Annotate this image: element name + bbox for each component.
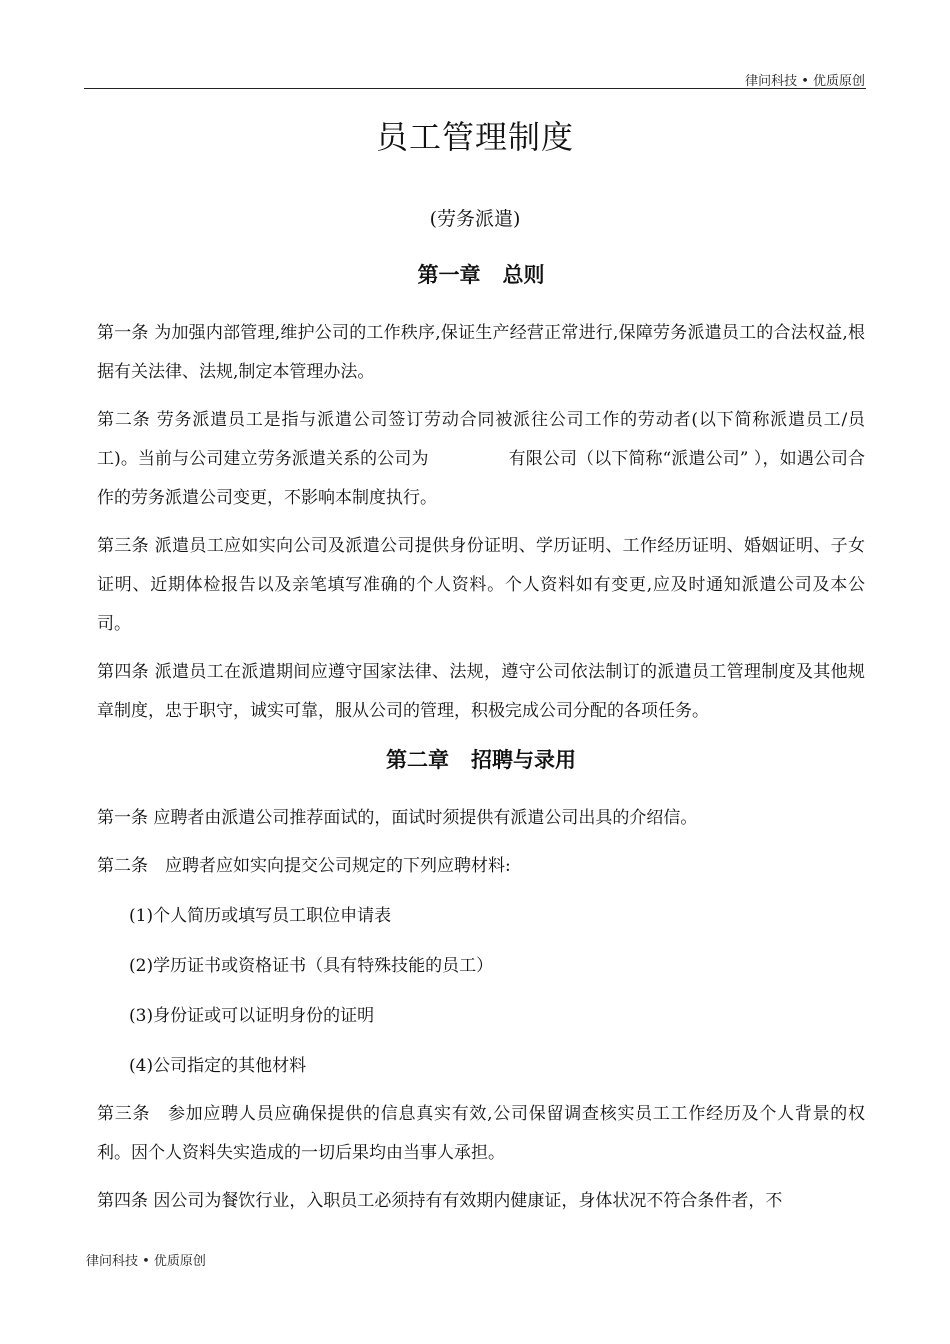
- page-footer-text: 律问科技 • 优质原创: [86, 1254, 206, 1269]
- chapter-2-article-3: 第三条 参加应聘人员应确保提供的信息真实有效,公司保留调查核实员工工作经历及个人背景的权利。因个人资料失实造成的一切后果均由当事人承担。: [97, 1104, 865, 1163]
- chapter-1-article-2: [97, 401, 865, 518]
- chapter-1-article-2-part-a: 第二条 劳务派遣员工是指与派遣公司签订劳动合同被派往公司工作的劳动者(以下简称派遣员工/员工)。当前与公司建立劳务派遣关系的公司为: [97, 410, 865, 469]
- page-header-text: 律问科技 • 优质原创: [745, 74, 865, 89]
- chapter-2-number: 第二章: [386, 748, 449, 772]
- chapter-1-article-3: 第三条 派遣员工应如实向公司及派遣公司提供身份证明、学历证明、工作经历证明、婚姻证明、子女证明、近期体检报告以及亲笔填写准确的个人资料。个人资料如有变更,应及时通知派遣公司及本公司。: [97, 536, 865, 634]
- document-body: [97, 258, 865, 1221]
- chapter-1-article-4: 第四条 派遣员工在派遣期间应遵守国家法律、法规，遵守公司依法制订的派遣员工管理制度及其他规章制度，忠于职守，诚实可靠，服从公司的管理，积极完成公司分配的各项任务。: [97, 662, 865, 721]
- document-subtitle: (劳务派遣): [429, 208, 521, 230]
- application-material-item: (3)身份证或可以证明身份的证明: [129, 1006, 375, 1026]
- chapter-1-number: 第一章: [417, 263, 481, 287]
- application-material-item: (4)公司指定的其他材料: [129, 1056, 307, 1076]
- header-divider: [84, 88, 866, 89]
- application-material-item: (1)个人简历或填写员工职位申请表: [129, 906, 392, 926]
- chapter-1-article-1: 第一条 为加强内部管理,维护公司的工作秩序,保证生产经营正常进行,保障劳务派遣员工的合法权益,根据有关法律、法规,制定本管理办法。: [97, 323, 865, 382]
- application-material-item: (2)学历证书或资格证书（具有特殊技能的员工）: [129, 956, 494, 976]
- chapter-2-name: 招聘与录用: [471, 748, 576, 772]
- document-title: 员工管理制度: [375, 118, 574, 156]
- chapter-2-article-2: 第二条 应聘者应如实向提交公司规定的下列应聘材料:: [97, 856, 511, 876]
- chapter-2-heading: [97, 743, 865, 777]
- chapter-2-article-4: 第四条 因公司为餐饮行业，入职员工必须持有有效期内健康证，身体状况不符合条件者，不: [97, 1191, 783, 1211]
- chapter-1-article-2-part-b: 有限公司（以下简称“派遣公司” ），如遇公司合作的劳务派遣公司变更，不影响本制度执行。: [97, 449, 865, 508]
- chapter-2-article-1: 第一条 应聘者由派遣公司推荐面试的，面试时须提供有派遣公司出具的介绍信。: [97, 808, 698, 828]
- chapter-1-heading: [97, 258, 865, 292]
- chapter-1-name: 总则: [502, 263, 545, 287]
